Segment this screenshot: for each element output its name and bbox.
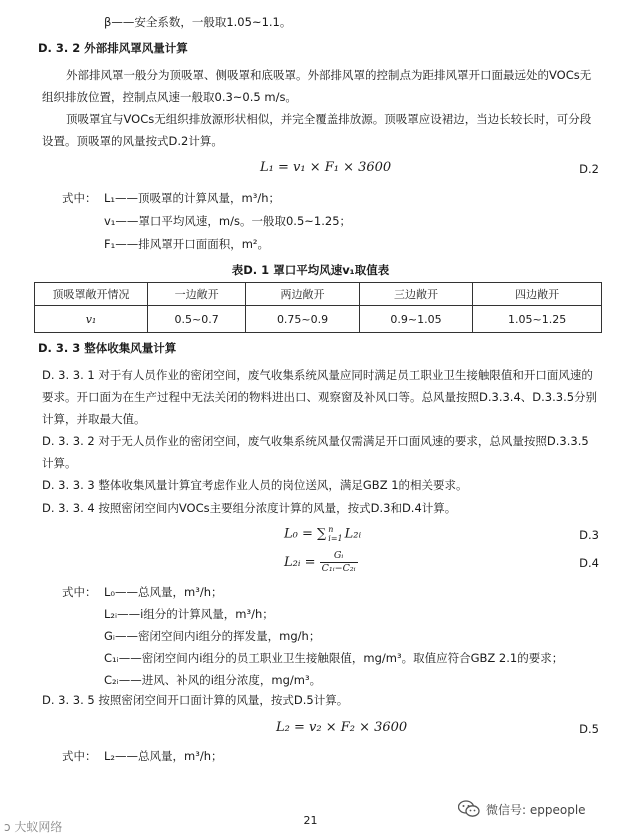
page-number: 21 (303, 814, 318, 827)
legend-item: L₁——顶吸罩的计算风量，m³/h； (104, 191, 280, 205)
formula-d3-rhs: L₂ᵢ (344, 526, 362, 542)
equation-number-d2: D.2 (579, 162, 599, 176)
equation-number-d4: D.4 (579, 556, 599, 570)
table-header-cell: 四边敞开 (473, 283, 602, 306)
watermark-left (4, 818, 62, 835)
wechat-icon (458, 800, 480, 818)
clause-d3335: D. 3. 3. 5 按照密闭空间开口面计算的风量，按式D.5计算。 (42, 693, 349, 707)
fraction-denominator: C₁ᵢ−C₂ᵢ (321, 563, 356, 574)
legend-prefix-d2: 式中： (62, 191, 97, 205)
legend-item: F₁——排风罩开口面面积，m²。 (104, 237, 270, 251)
legend-item: C₂ᵢ——进风、补风的i组分浓度，mg/m³。 (104, 673, 322, 687)
equation-number-d5: D.5 (579, 722, 599, 736)
table-cell: 0.5~0.7 (148, 306, 246, 333)
legend-item: L₂ᵢ——i组分的计算风量，m³/h； (104, 607, 274, 621)
sum-upper-limit: n (328, 525, 334, 534)
watermark-right (458, 800, 586, 818)
sum-lower-limit: i=1 (328, 534, 343, 543)
table-cell: 1.05~1.25 (473, 306, 602, 333)
velocity-table (34, 282, 602, 333)
formula-d5: L₂ = v₂ × F₂ × 3600 (276, 720, 408, 735)
clause-d3334: D. 3. 3. 4 按照密闭空间内VOCs主要组分浓度计算的风量，按式D.3和D.4计算。 (42, 501, 457, 515)
clause-d3332: D. 3. 3. 2 对于无人员作业的密闭空间，废气收集系统风量仅需满足开口面风速的要求，总风量按照D.3.3.5计算。 (42, 434, 589, 470)
section-title-d33: D. 3. 3 整体收集风量计算 (38, 341, 177, 355)
watermark-left-text: 大蚁网络 (14, 820, 63, 834)
fraction-numerator: Gᵢ (320, 550, 358, 563)
formula-d3 (284, 525, 361, 543)
clause-d3331: D. 3. 3. 1 对于有人员作业的密闭空间，废气收集系统风量应同时满足员工职业卫生接触限值和开口面风速的要求。开口面为在生产过程中无法关闭的物料进出口、观察窗及补风口等。总风量按照D.3.3.4、D.3.3.5分别计算，并取最大值。 (42, 368, 598, 426)
legend-item: L₂——总风量，m³/h； (104, 749, 223, 763)
table-row-label: v₁ (35, 306, 148, 333)
formula-d3-lhs: L₀ = (284, 526, 318, 542)
legend-item: C₁ᵢ——密闭空间内i组分的员工职业卫生接触限值，mg/m³。取值应符合GBZ 2.1的要求； (104, 651, 564, 665)
legend-prefix-d3: 式中： (62, 585, 97, 599)
table-header-cell: 三边敞开 (359, 283, 472, 306)
legend-item: Gᵢ——密闭空间内i组分的挥发量，mg/h； (104, 629, 321, 643)
table-header-cell: 两边敞开 (246, 283, 359, 306)
clause-d3333: D. 3. 3. 3 整体收集风量计算宜考虑作业人员的岗位送风，满足GBZ 1的相关要求。 (42, 478, 468, 492)
sum-symbol: ∑ (317, 526, 327, 542)
table-caption: 表D. 1 罩口平均风速v₁取值表 (231, 263, 390, 277)
equation-number-d3: D.3 (579, 528, 599, 542)
legend-item: L₀——总风量，m³/h； (104, 585, 223, 599)
table-header-cell: 顶吸罩敞开情况 (35, 283, 148, 306)
legend-item: v₁——罩口平均风速，m/s。一般取0.5~1.25； (104, 214, 352, 228)
watermark-right-text: 微信号: eppeople (486, 802, 586, 817)
section-title-d32: D. 3. 2 外部排风罩风量计算 (38, 41, 188, 55)
formula-d4 (284, 550, 358, 575)
table-cell: 0.9~1.05 (359, 306, 472, 333)
paragraph-top-hood: 顶吸罩宜与VOCs无组织排放源形状相似，并完全覆盖排放源。顶吸罩应设裙边，当边长较长时，可分段设置。顶吸罩的风量按式D.2计算。 (42, 112, 592, 148)
watermark-logo-icon: ↄ (4, 820, 11, 834)
table-cell: 0.75~0.9 (246, 306, 359, 333)
formula-d4-lhs: L₂ᵢ = (284, 555, 320, 570)
legend-prefix-d5: 式中： (62, 749, 97, 763)
table-header-cell: 一边敞开 (148, 283, 246, 306)
paragraph-external-hood: 外部排风罩一般分为顶吸罩、侧吸罩和底吸罩。外部排风罩的控制点为距排风罩开口面最远处的VOCs无组织排放位置，控制点风速一般取0.3~0.5 m/s。 (42, 68, 592, 104)
formula-d2: L₁ = v₁ × F₁ × 3600 (260, 160, 392, 175)
beta-definition: β——安全系数，一般取1.05~1.1。 (104, 15, 292, 29)
